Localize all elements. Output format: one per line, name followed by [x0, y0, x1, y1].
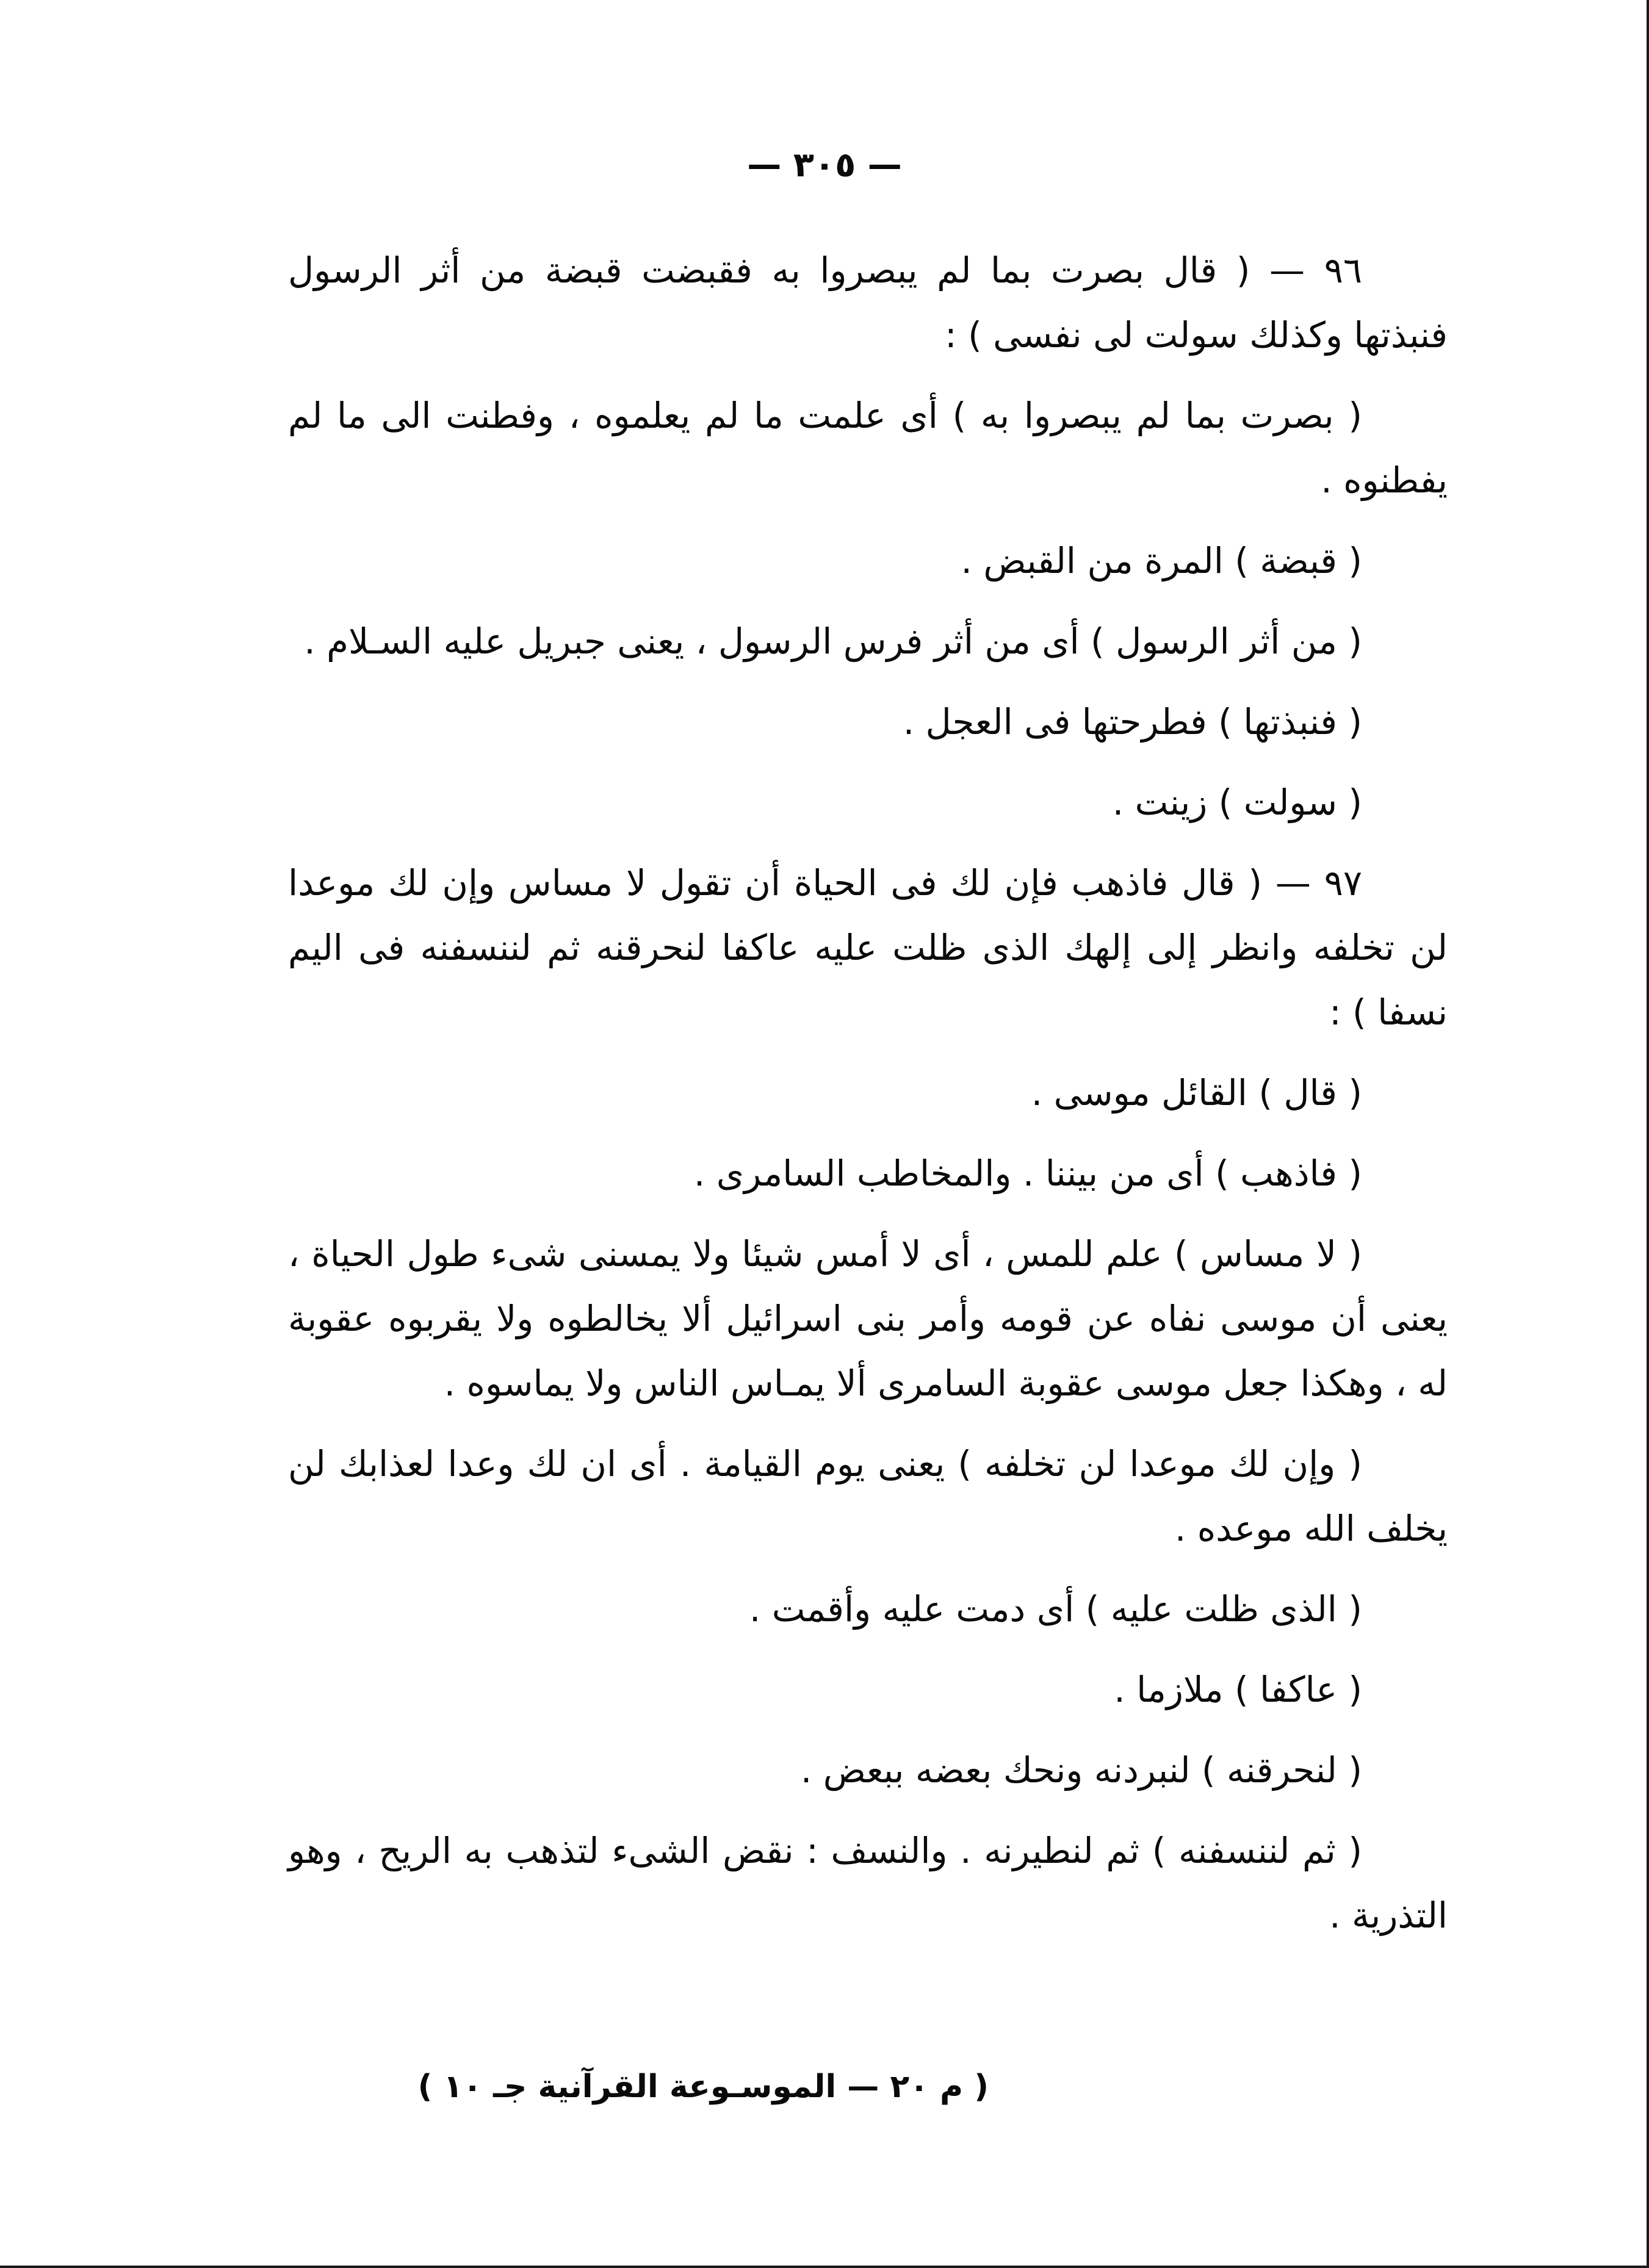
gloss-paragraph: ( من أثر الرسول ) أى من أثر فرس الرسول ، يعنى جبريل عليه السـلام .: [304, 621, 1362, 662]
gloss-paragraph: ( الذى ظلت عليه ) أى دمت عليه وأقمت .: [749, 1588, 1362, 1630]
gloss-paragraph: ( سولت ) زينت .: [1112, 782, 1362, 823]
signature-footer: ( م ٢٠ — الموسـوعة القرآنية جـ ١٠ ): [417, 2068, 989, 2105]
page-body: [288, 238, 1448, 1964]
verse-96: ٩٦ — ( قال بصرت بما لم يبصروا به فقبضت قبضة من أثر الرسول فنبذتها وكذلك سولت لى نفسى ) :: [288, 250, 1448, 356]
gloss-paragraph: ( بصرت بما لم يبصروا به ) أى علمت ما لم يعلموه ، وفطنت الى ما لم يفطنوه .: [288, 395, 1448, 501]
page-bottom-border: [0, 2266, 1649, 2268]
gloss-paragraph: ( فنبذتها ) فطرحتها فى العجل .: [903, 701, 1362, 743]
gloss-paragraph: ( قال ) القائل موسى .: [1031, 1072, 1362, 1114]
gloss-paragraph: ( لنحرقنه ) لنبردنه ونحك بعضه ببعض .: [800, 1749, 1362, 1791]
gloss-paragraph: ( ثم لننسفنه ) ثم لنطيرنه . والنسف : نقض الشىء لتذهب به الريح ، وهو التذرية .: [288, 1830, 1448, 1936]
verse-97: ٩٧ — ( قال فاذهب فإن لك فى الحياة أن تقول لا مساس وإن لك موعدا لن تخلفه وانظر إلى إلهك الذى ظلت عليه عاكفا لنحرقنه ثم لننسفنه فى اليم نسفا ) :: [288, 862, 1448, 1033]
page-number: — ٣٠٥ —: [747, 145, 902, 185]
gloss-paragraph: ( وإن لك موعدا لن تخلفه ) يعنى يوم القيامة . أى ان لك وعدا لعذابك لن يخلف الله موعده .: [288, 1443, 1448, 1549]
page-right-border: [1647, 0, 1649, 2268]
gloss-paragraph: ( فاذهب ) أى من بيننا . والمخاطب السامرى .: [693, 1153, 1362, 1194]
gloss-paragraph: ( قبضة ) المرة من القبض .: [961, 540, 1362, 581]
gloss-paragraph: ( عاكفا ) ملازما .: [1114, 1669, 1362, 1710]
gloss-paragraph: ( لا مساس ) علم للمس ، أى لا أمس شيئا ولا يمسنى شىء طول الحياة ، يعنى أن موسى نفاه عن قومه وأمر بنى اسرائيل ألا يخالطوه ولا يقربوه عقوبة له ، وهكذا جعل موسى عقوبة السامرى ألا يمـاس الناس ولا يماسوه .: [288, 1233, 1448, 1404]
